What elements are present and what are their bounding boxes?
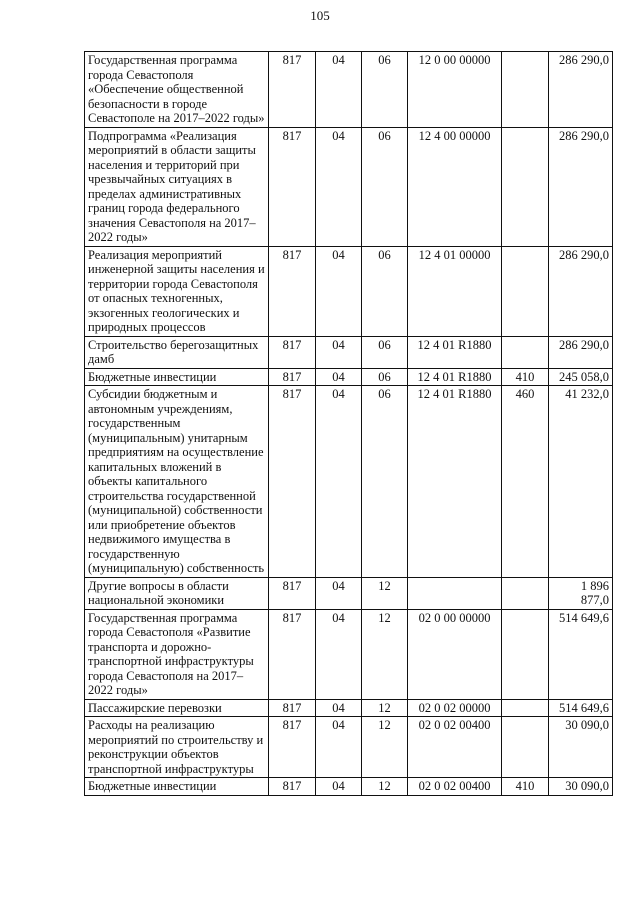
row-name: Субсидии бюджетным и автономным учреждениям, государственным (муниципальным) унитарным предприятиям на осуществление капитальных вложений в объекты капитального строительства государственной (муниципальной) собственности или приобретение объектов недвижимого имущества в государственную (муниципальную) собственность	[85, 386, 269, 578]
row-name: Реализация мероприятий инженерной защиты населения и территории города Севастополя от опасных техногенных, экзогенных геологических и природных процессов	[85, 246, 269, 336]
subsection-code: 12	[362, 609, 408, 699]
subsection-code: 06	[362, 336, 408, 368]
table-row	[85, 52, 613, 128]
target-article-code	[408, 577, 502, 609]
page-number: 105	[310, 8, 330, 23]
section-code: 04	[316, 336, 362, 368]
expense-type-code	[502, 127, 549, 246]
ministry-code: 817	[269, 699, 316, 717]
ministry-code: 817	[269, 52, 316, 128]
subsection-code: 06	[362, 386, 408, 578]
section-code: 04	[316, 52, 362, 128]
budget-table	[84, 51, 613, 796]
target-article-code: 12 4 01 00000	[408, 246, 502, 336]
row-name: Строительство берегозащитных дамб	[85, 336, 269, 368]
table-row	[85, 577, 613, 609]
amount: 245 058,0	[549, 368, 613, 386]
row-name: Пассажирские перевозки	[85, 699, 269, 717]
amount: 514 649,6	[549, 609, 613, 699]
expense-type-code	[502, 336, 549, 368]
amount: 1 896 877,0	[549, 577, 613, 609]
subsection-code: 06	[362, 246, 408, 336]
target-article-code: 02 0 02 00400	[408, 778, 502, 796]
subsection-code: 12	[362, 577, 408, 609]
expense-type-code	[502, 609, 549, 699]
section-code: 04	[316, 699, 362, 717]
row-name: Расходы на реализацию мероприятий по строительству и реконструкции объектов транспортной инфраструктуры	[85, 717, 269, 778]
ministry-code: 817	[269, 336, 316, 368]
subsection-code: 06	[362, 368, 408, 386]
target-article-code: 12 0 00 00000	[408, 52, 502, 128]
target-article-code: 02 0 00 00000	[408, 609, 502, 699]
target-article-code: 02 0 02 00000	[408, 699, 502, 717]
ministry-code: 817	[269, 717, 316, 778]
target-article-code: 12 4 01 R1880	[408, 336, 502, 368]
subsection-code: 06	[362, 127, 408, 246]
row-name: Бюджетные инвестиции	[85, 368, 269, 386]
amount: 30 090,0	[549, 778, 613, 796]
target-article-code: 12 4 00 00000	[408, 127, 502, 246]
section-code: 04	[316, 386, 362, 578]
amount: 286 290,0	[549, 336, 613, 368]
table-row	[85, 246, 613, 336]
section-code: 04	[316, 577, 362, 609]
ministry-code: 817	[269, 778, 316, 796]
expense-type-code: 410	[502, 368, 549, 386]
amount: 286 290,0	[549, 127, 613, 246]
amount: 30 090,0	[549, 717, 613, 778]
table-row	[85, 717, 613, 778]
table-row	[85, 368, 613, 386]
ministry-code: 817	[269, 577, 316, 609]
target-article-code: 02 0 02 00400	[408, 717, 502, 778]
row-name: Другие вопросы в области национальной экономики	[85, 577, 269, 609]
row-name: Государственная программа города Севастополя «Обеспечение общественной безопасности в городе Севастополе на 2017–2022 годы»	[85, 52, 269, 128]
table-row	[85, 609, 613, 699]
expense-type-code	[502, 717, 549, 778]
section-code: 04	[316, 127, 362, 246]
table-row	[85, 778, 613, 796]
section-code: 04	[316, 246, 362, 336]
amount: 41 232,0	[549, 386, 613, 578]
subsection-code: 06	[362, 52, 408, 128]
ministry-code: 817	[269, 246, 316, 336]
amount: 286 290,0	[549, 52, 613, 128]
expense-type-code	[502, 577, 549, 609]
table-row	[85, 336, 613, 368]
table-row	[85, 386, 613, 578]
ministry-code: 817	[269, 127, 316, 246]
amount: 286 290,0	[549, 246, 613, 336]
expense-type-code: 460	[502, 386, 549, 578]
row-name: Государственная программа города Севастополя «Развитие транспорта и дорожно-транспортной инфраструктуры города Севастополя на 2017–2022 годы»	[85, 609, 269, 699]
table-body	[85, 52, 613, 796]
ministry-code: 817	[269, 386, 316, 578]
ministry-code: 817	[269, 368, 316, 386]
row-name: Бюджетные инвестиции	[85, 778, 269, 796]
table-row	[85, 127, 613, 246]
section-code: 04	[316, 368, 362, 386]
subsection-code: 12	[362, 778, 408, 796]
section-code: 04	[316, 609, 362, 699]
amount: 514 649,6	[549, 699, 613, 717]
subsection-code: 12	[362, 699, 408, 717]
expense-type-code	[502, 246, 549, 336]
section-code: 04	[316, 717, 362, 778]
target-article-code: 12 4 01 R1880	[408, 368, 502, 386]
row-name: Подпрограмма «Реализация мероприятий в области защиты населения и территорий при чрезвычайных ситуациях в пределах административных границ города федерального значения Севастополя на 2017–2022 годы»	[85, 127, 269, 246]
target-article-code: 12 4 01 R1880	[408, 386, 502, 578]
subsection-code: 12	[362, 717, 408, 778]
table-row	[85, 699, 613, 717]
expense-type-code	[502, 52, 549, 128]
expense-type-code	[502, 699, 549, 717]
section-code: 04	[316, 778, 362, 796]
expense-type-code: 410	[502, 778, 549, 796]
ministry-code: 817	[269, 609, 316, 699]
